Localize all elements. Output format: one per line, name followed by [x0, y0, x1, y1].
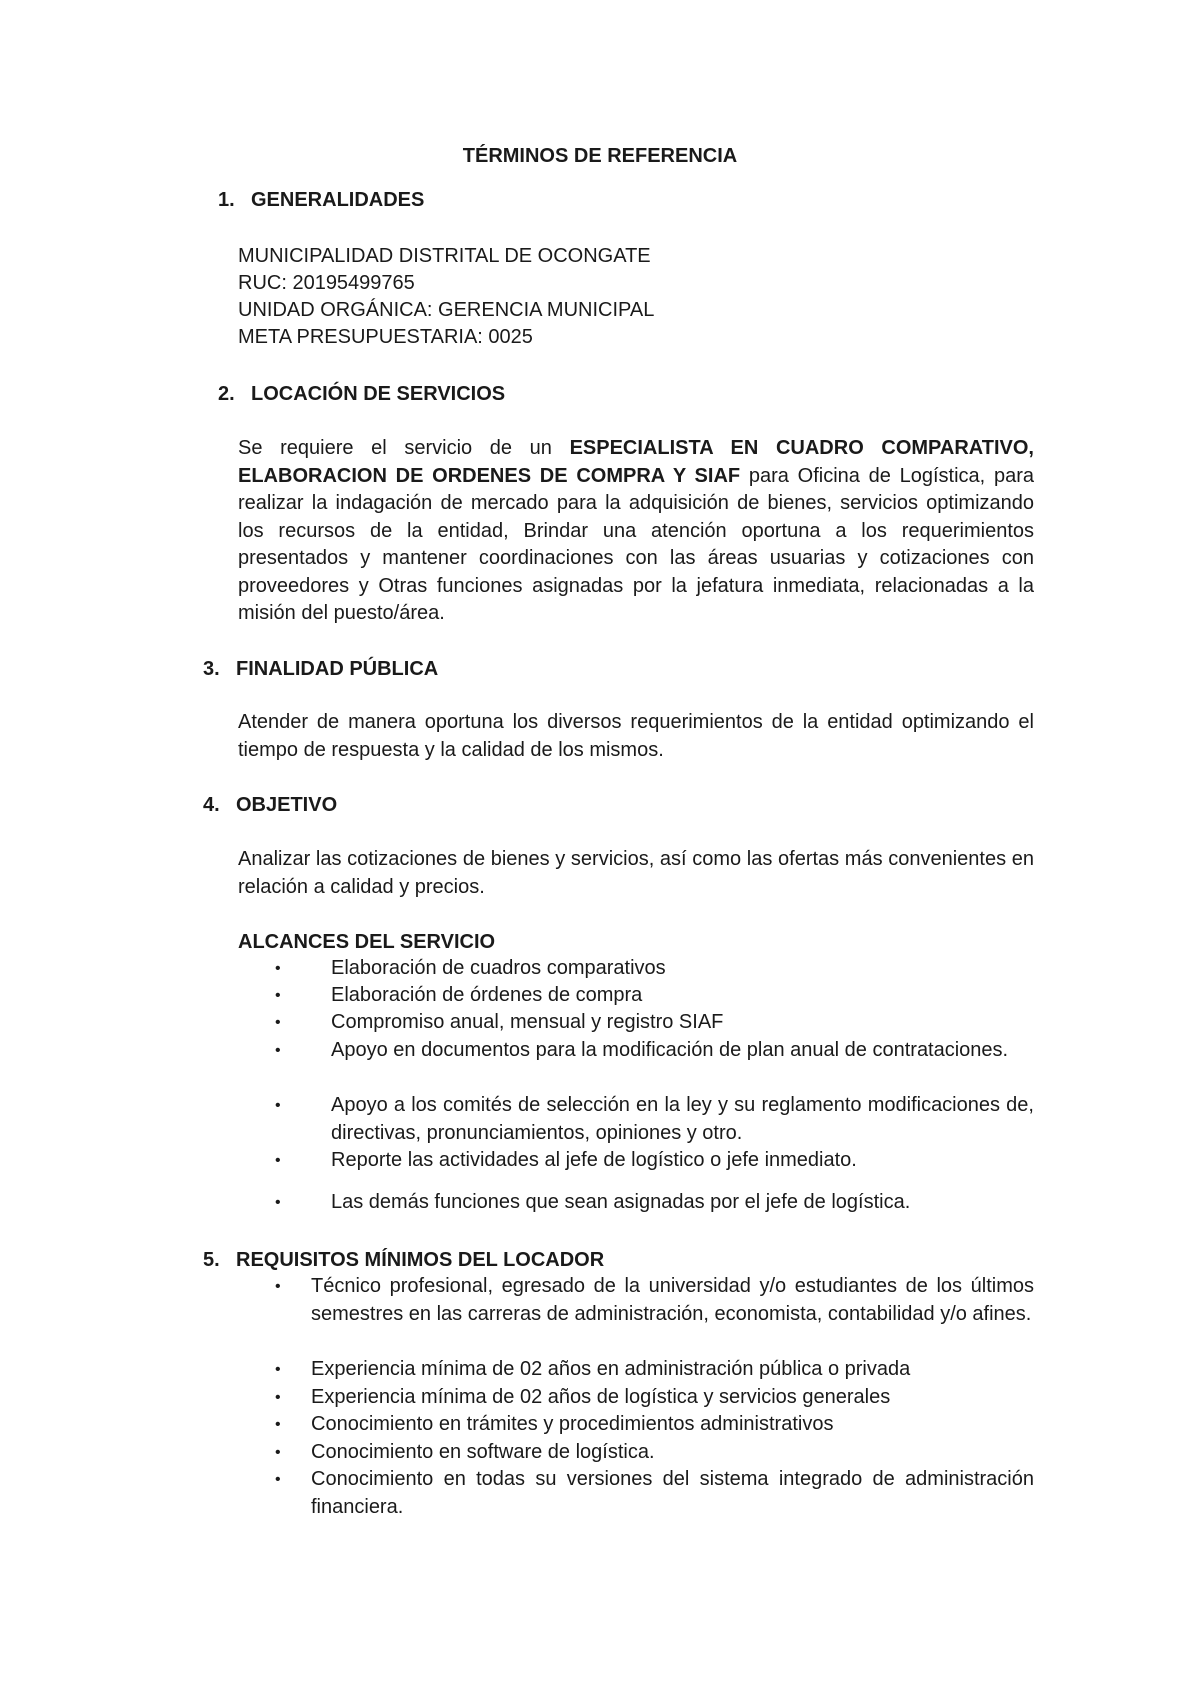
section-1-heading	[218, 187, 424, 213]
paragraph-text: para Oficina de Logística, para realizar la indagación de mercado para la adquisición de bienes, servicios optimizando los recursos de la entidad, Brindar una atención oportuna a los requerimientos presentados y mantener coordinaciones con las áreas usuarias y cotizaciones con proveedores y Otras funciones asignadas por la jefatura inmediata, relacionadas a la misión del puesto/área.	[238, 464, 1034, 624]
alcances-heading: ALCANCES DEL SERVICIO	[238, 931, 496, 953]
bullet-icon: •	[275, 987, 281, 1004]
list-item-text: Las demás funciones que sean asignadas por el jefe de logística.	[331, 1191, 911, 1213]
section-title: GENERALIDADES	[251, 189, 425, 211]
bullet-icon: •	[275, 1097, 281, 1114]
section-2-heading	[218, 381, 505, 407]
list-item-text: Apoyo en documentos para la modificación de plan anual de contrataciones.	[331, 1039, 1009, 1061]
section-title: OBJETIVO	[236, 794, 338, 816]
section-4-heading	[203, 792, 337, 818]
finalidad-paragraph: Atender de manera oportuna los diversos requerimientos de la entidad optimizando el tiempo de respuesta y la calidad de los mismos.	[238, 711, 1034, 761]
bullet-icon: •	[275, 1278, 281, 1295]
list-item-text: Conocimiento en todas su versiones del sistema integrado de administración financiera.	[311, 1468, 1034, 1518]
bullet-icon: •	[275, 1471, 281, 1488]
section-title: FINALIDAD PÚBLICA	[236, 658, 439, 680]
section-number: 1.	[218, 189, 235, 211]
generalidades-line: RUC: 20195499765	[238, 272, 415, 294]
bullet-icon: •	[275, 1444, 281, 1461]
generalidades-line: META PRESUPUESTARIA: 0025	[238, 326, 533, 348]
generalidades-line: MUNICIPALIDAD DISTRITAL DE OCONGATE	[238, 245, 651, 267]
section-5-heading	[203, 1247, 604, 1273]
list-item-text: Elaboración de cuadros comparativos	[331, 957, 666, 979]
document-title: TÉRMINOS DE REFERENCIA	[462, 145, 738, 167]
bullet-icon: •	[275, 1042, 281, 1059]
bullet-icon: •	[275, 1389, 281, 1406]
locacion-paragraph	[238, 435, 1034, 628]
bullet-icon: •	[275, 960, 281, 977]
section-3-heading	[203, 656, 438, 682]
list-item-text: Apoyo a los comités de selección en la ley y su reglamento modificaciones de, directivas, pronunciamientos, opiniones y otro.	[331, 1094, 1034, 1144]
section-number: 2.	[218, 383, 235, 405]
section-number: 5.	[203, 1249, 220, 1271]
list-item-text: Conocimiento en trámites y procedimientos administrativos	[311, 1413, 834, 1435]
section-title: REQUISITOS MÍNIMOS DEL LOCADOR	[236, 1249, 605, 1271]
list-item-text: Elaboración de órdenes de compra	[331, 984, 643, 1006]
service-name: ESPECIALISTA EN CUADRO COMPARATIVO, ELABORACION DE ORDENES DE COMPRA Y SIAF	[238, 437, 1034, 487]
generalidades-line: UNIDAD ORGÁNICA: GERENCIA MUNICIPAL	[238, 299, 655, 321]
objetivo-paragraph: Analizar las cotizaciones de bienes y servicios, así como las ofertas más convenientes en relación a calidad y precios.	[238, 848, 1034, 898]
bullet-icon: •	[275, 1194, 281, 1211]
bullet-icon: •	[275, 1152, 281, 1169]
bullet-icon: •	[275, 1361, 281, 1378]
bullet-icon: •	[275, 1416, 281, 1433]
paragraph-text: Se requiere el servicio de un	[238, 437, 570, 459]
list-item-text: Compromiso anual, mensual y registro SIAF	[331, 1011, 724, 1033]
list-item-text: Reporte las actividades al jefe de logístico o jefe inmediato.	[331, 1149, 857, 1171]
section-number: 3.	[203, 658, 220, 680]
section-number: 4.	[203, 794, 220, 816]
section-title: LOCACIÓN DE SERVICIOS	[251, 383, 506, 405]
list-item-text: Técnico profesional, egresado de la universidad y/o estudiantes de los últimos semestres en las carreras de administración, economista, contabilidad y/o afines.	[311, 1275, 1034, 1325]
list-item-text: Conocimiento en software de logística.	[311, 1441, 655, 1463]
list-item-text: Experiencia mínima de 02 años de logística y servicios generales	[311, 1386, 891, 1408]
list-item-text: Experiencia mínima de 02 años en administración pública o privada	[311, 1358, 911, 1380]
bullet-icon: •	[275, 1014, 281, 1031]
